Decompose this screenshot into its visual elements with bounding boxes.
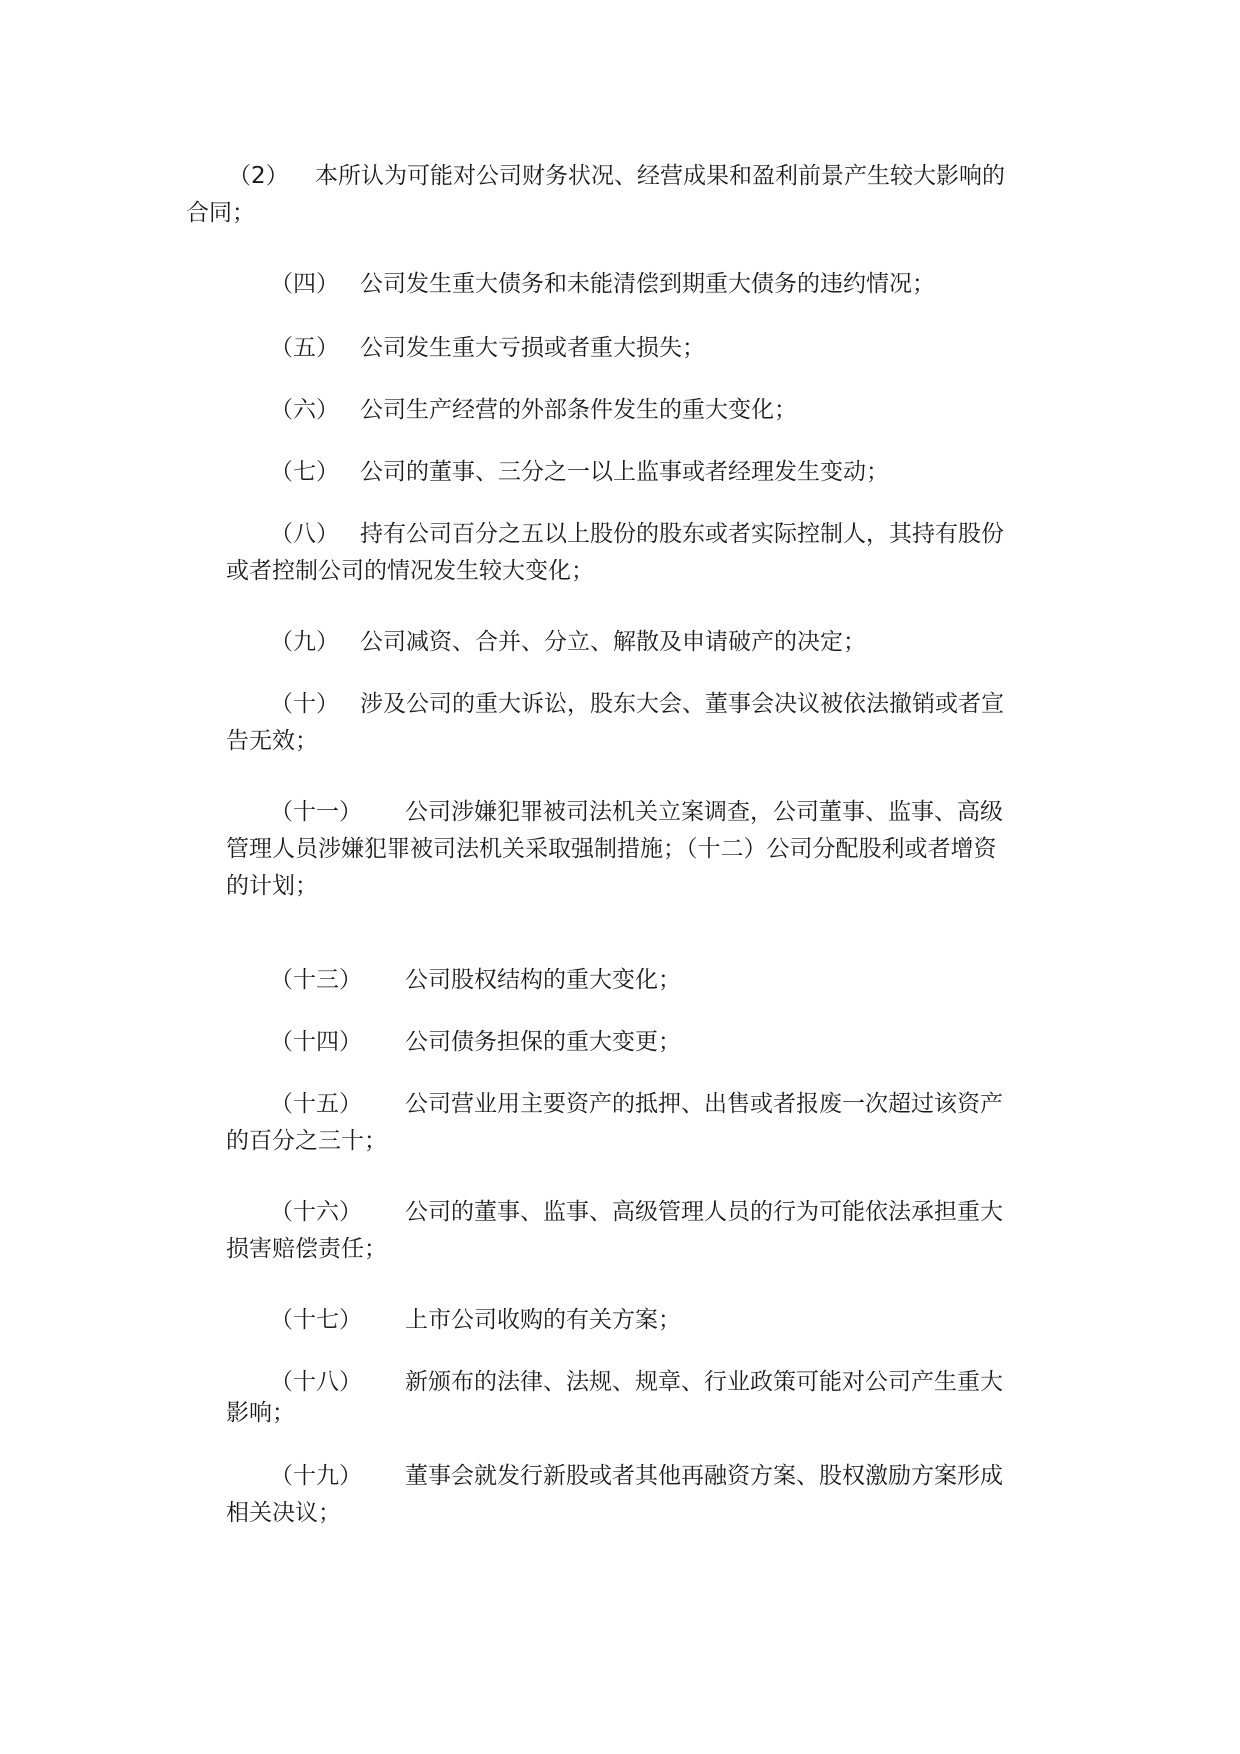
item-text: 公司发生重大债务和未能清偿到期重大债务的违约情况； — [360, 271, 935, 297]
item-number: （六） — [270, 397, 339, 423]
item-number: （十一） — [270, 799, 362, 825]
item-text: 新颁布的法律、法规、规章、行业政策可能对公司产生重大 — [405, 1369, 1003, 1395]
item-text: 公司减资、合并、分立、解散及申请破产的决定； — [360, 629, 866, 655]
list-item — [270, 392, 797, 429]
list-item — [226, 1086, 1003, 1160]
list-item — [270, 330, 705, 367]
item-number: （2） — [228, 163, 289, 189]
item-text: 公司涉嫌犯罪被司法机关立案调查，公司董事、监事、高级 — [405, 799, 1003, 825]
list-item — [270, 624, 866, 661]
item-text: 本所认为可能对公司财务状况、经营成果和盈利前景产生较大影响的 — [315, 163, 1005, 189]
item-number: （九） — [270, 629, 339, 655]
list-item — [270, 962, 681, 999]
item-number: （八） — [270, 521, 339, 547]
item-number: （七） — [270, 459, 339, 485]
item-text-continuation: 损害赔偿责任； — [226, 1236, 387, 1262]
item-text-continuation: 合同； — [186, 200, 255, 226]
item-number: （十三） — [270, 967, 362, 993]
item-text: 公司营业用主要资产的抵押、出售或者报废一次超过该资产 — [405, 1091, 1003, 1117]
item-number: （十五） — [270, 1091, 362, 1117]
item-text: 公司股权结构的重大变化； — [405, 967, 681, 993]
item-number: （十四） — [270, 1029, 362, 1055]
list-item — [226, 516, 1004, 590]
item-text: 公司生产经营的外部条件发生的重大变化； — [360, 397, 797, 423]
list-item — [226, 794, 1003, 905]
list-item — [186, 158, 1005, 232]
item-number: （十六） — [270, 1199, 362, 1225]
item-text-continuation: 管理人员涉嫌犯罪被司法机关采取强制措施；（十二）公司分配股利或者增资 — [226, 836, 997, 862]
item-number: （五） — [270, 335, 339, 361]
item-number: （十八） — [270, 1369, 362, 1395]
item-text: 董事会就发行新股或者其他再融资方案、股权激励方案形成 — [405, 1463, 1003, 1489]
item-number: （十七） — [270, 1307, 362, 1333]
item-text: 涉及公司的重大诉讼，股东大会、董事会决议被依法撤销或者宣 — [360, 691, 1004, 717]
item-number: （十九） — [270, 1463, 362, 1489]
item-text-continuation: 的计划； — [226, 873, 318, 899]
item-text: 上市公司收购的有关方案； — [405, 1307, 681, 1333]
list-item — [270, 266, 935, 303]
item-text-continuation: 的百分之三十； — [226, 1128, 387, 1154]
item-number: （四） — [270, 271, 339, 297]
list-item — [226, 1364, 1003, 1432]
item-text: 公司发生重大亏损或者重大损失； — [360, 335, 705, 361]
item-text-continuation: 影响； — [226, 1400, 295, 1426]
list-item — [226, 686, 1004, 760]
item-text: 持有公司百分之五以上股份的股东或者实际控制人，其持有股份 — [360, 521, 1004, 547]
item-text: 公司债务担保的重大变更； — [405, 1029, 681, 1055]
item-text-continuation: 告无效； — [226, 728, 318, 754]
item-text: 公司的董事、三分之一以上监事或者经理发生变动； — [360, 459, 889, 485]
item-number: （十） — [270, 691, 339, 717]
item-text: 公司的董事、监事、高级管理人员的行为可能依法承担重大 — [405, 1199, 1003, 1225]
list-item — [270, 1302, 681, 1339]
list-item — [226, 1458, 1003, 1532]
list-item — [270, 1024, 681, 1061]
item-text-continuation: 相关决议； — [226, 1500, 341, 1526]
list-item — [270, 454, 889, 491]
item-text-continuation: 或者控制公司的情况发生较大变化； — [226, 558, 594, 584]
list-item — [226, 1194, 1003, 1268]
